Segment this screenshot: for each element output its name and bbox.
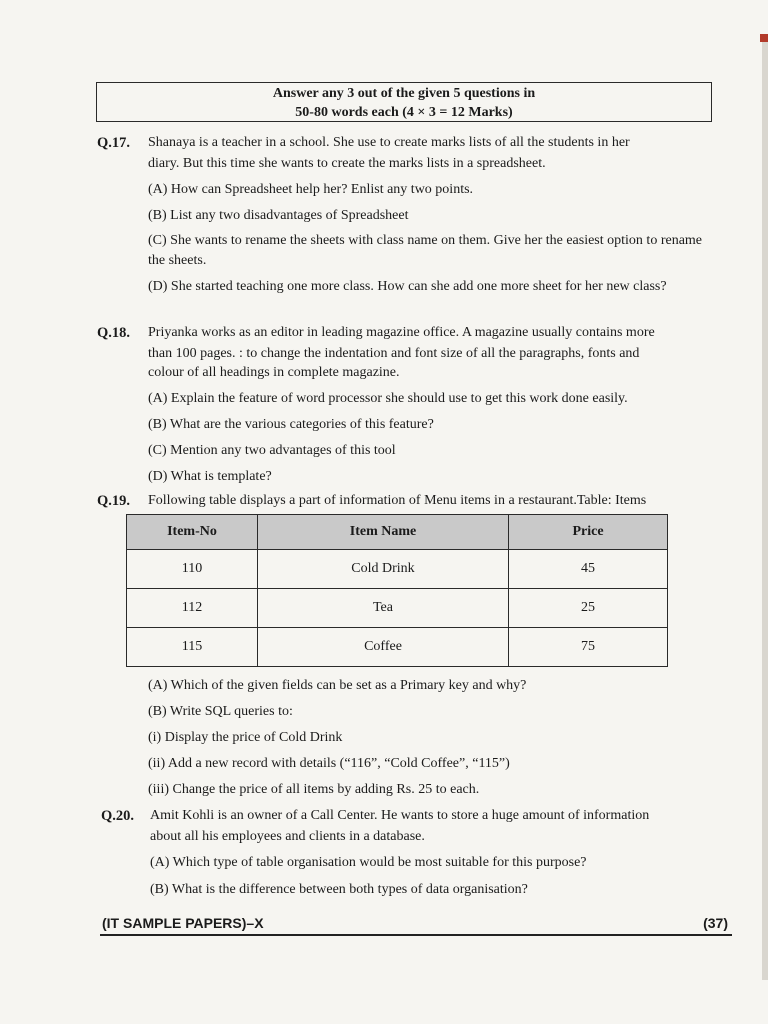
question-18-line-3: colour of all headings in complete magazine.	[148, 365, 400, 380]
instructions-line-2: 50-80 words each (4 × 3 = 12 Marks)	[295, 105, 513, 120]
table-cell-item-no: 115	[127, 628, 258, 667]
footer-title: (IT SAMPLE PAPERS)–X	[102, 915, 264, 931]
table-cell-price: 25	[509, 589, 668, 628]
question-number-19: Q.19.	[97, 493, 131, 509]
items-table	[126, 514, 668, 667]
question-19-part-b-i: (i) Display the price of Cold Drink	[148, 730, 343, 745]
table-cell-item-name: Tea	[258, 589, 509, 628]
question-17-part-a: (A) How can Spreadsheet help her? Enlist any two points.	[148, 182, 474, 197]
table-cell-price: 45	[509, 550, 668, 589]
question-19-line-1: Following table displays a part of information of Menu items in a restaurant.Table: Items	[148, 493, 647, 508]
question-17-part-c: (C) She wants to rename the sheets with class name on them. Give her the easiest option to rename the sheets.	[148, 233, 703, 268]
table-cell-price: 75	[509, 628, 668, 667]
question-18-part-c: (C) Mention any two advantages of this tool	[148, 443, 396, 458]
table-row	[127, 589, 668, 628]
table-cell-item-no: 110	[127, 550, 258, 589]
question-number-20: Q.20.	[101, 808, 135, 824]
instructions-line-1: Answer any 3 out of the given 5 questions in	[272, 86, 536, 101]
question-19-part-a: (A) Which of the given fields can be set as a Primary key and why?	[148, 678, 527, 693]
question-20-part-b: (B) What is the difference between both types of data organisation?	[150, 882, 528, 897]
question-19-part-b-iii: (iii) Change the price of all items by adding Rs. 25 to each.	[148, 782, 480, 797]
page-edge	[762, 40, 768, 980]
question-number-18: Q.18.	[97, 325, 131, 341]
question-17-line-2: diary. But this time she wants to create the marks lists in a spreadsheet.	[148, 156, 546, 171]
question-19-part-b: (B) Write SQL queries to:	[148, 704, 293, 719]
question-17-line-1: Shanaya is a teacher in a school. She use to create marks lists of all the students in her	[148, 135, 630, 150]
question-20-line-2: about all his employees and clients in a database.	[150, 829, 425, 844]
question-17-part-b: (B) List any two disadvantages of Spreadsheet	[148, 208, 409, 223]
question-18-part-d: (D) What is template?	[148, 469, 272, 484]
question-20-part-a: (A) Which type of table organisation would be most suitable for this purpose?	[150, 855, 587, 870]
question-18-part-b: (B) What are the various categories of this feature?	[148, 417, 434, 432]
question-18-part-a: (A) Explain the feature of word processor she should use to get this work done easily.	[148, 391, 628, 406]
question-17-part-d: (D) She started teaching one more class. How can she add one more sheet for her new class?	[148, 279, 667, 294]
page-edge-mark	[760, 34, 768, 42]
table-row	[127, 550, 668, 589]
table-cell-item-no: 112	[127, 589, 258, 628]
table-header-item-no: Item-No	[127, 515, 258, 550]
question-19-part-b-ii: (ii) Add a new record with details (“116”, “Cold Coffee”, “115”)	[148, 756, 510, 771]
table-header-item-name: Item Name	[258, 515, 509, 550]
table-cell-item-name: Coffee	[258, 628, 509, 667]
table-row	[127, 628, 668, 667]
question-18-line-2: than 100 pages. : to change the indentation and font size of all the paragraphs, fonts and	[148, 346, 640, 361]
footer-divider	[100, 934, 732, 936]
question-18-line-1: Priyanka works as an editor in leading magazine office. A magazine usually contains more	[148, 325, 655, 340]
question-number-17: Q.17.	[97, 135, 131, 151]
question-20-line-1: Amit Kohli is an owner of a Call Center. He wants to store a huge amount of information	[150, 808, 650, 823]
page-number: (37)	[703, 915, 728, 931]
table-cell-item-name: Cold Drink	[258, 550, 509, 589]
table-header-price: Price	[509, 515, 668, 550]
instructions-box	[96, 82, 712, 122]
table-header-row	[127, 515, 668, 550]
